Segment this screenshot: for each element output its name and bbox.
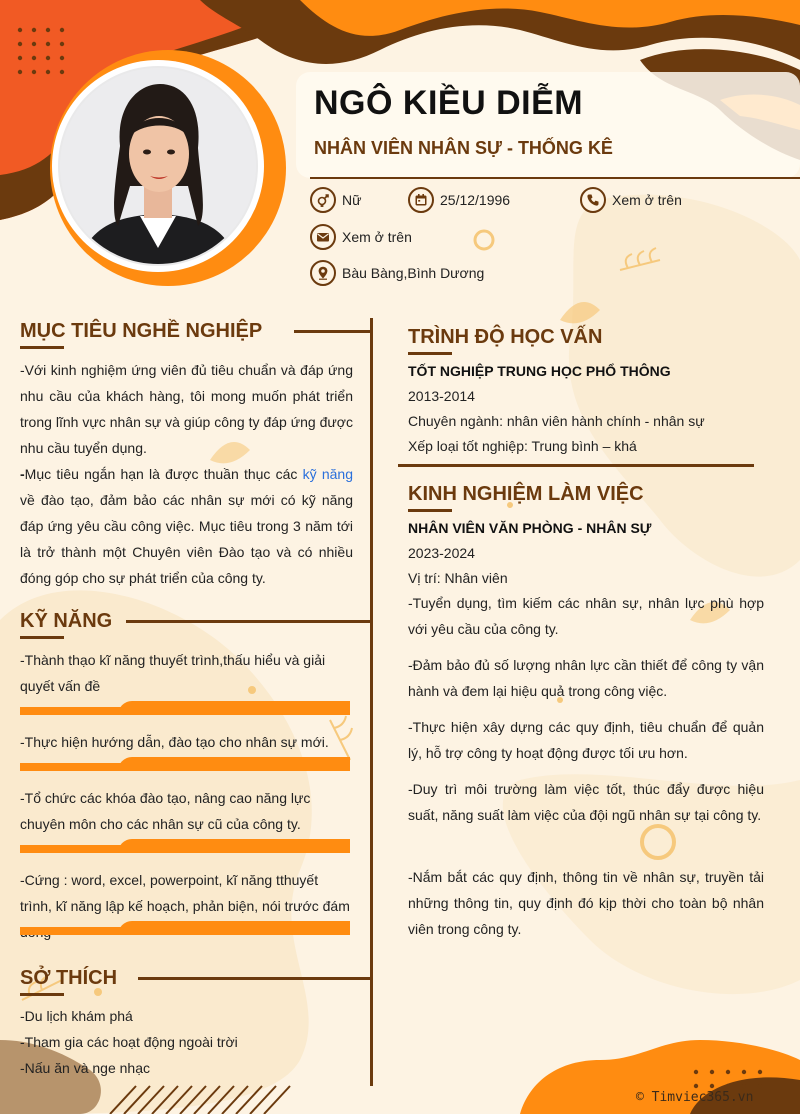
- dob-info: [408, 187, 510, 213]
- objective-dash: -: [20, 466, 25, 482]
- calendar-icon: [408, 187, 434, 213]
- experience-duty: -Thực hiện xây dựng các quy định, tiêu chuẩn để quản lý, hỗ trợ công ty hoạt động được tối ưu hơn.: [408, 719, 764, 761]
- envelope-icon: [310, 224, 336, 250]
- heading-underline: [20, 346, 64, 349]
- profile-photo: [58, 66, 258, 266]
- job-title: NHÂN VIÊN NHÂN SỰ - THỐNG KÊ: [314, 138, 613, 158]
- location-pin-icon: [310, 260, 336, 286]
- header-divider: [310, 177, 800, 179]
- skills-heading: [20, 610, 112, 633]
- objective-heading: [20, 320, 262, 343]
- column-divider: [370, 318, 373, 1086]
- skills-link[interactable]: kỹ năng: [302, 466, 353, 482]
- hobby-item: -Nấu ăn và nge nhạc: [20, 1060, 150, 1076]
- dob-value: 25/12/1996: [440, 192, 511, 208]
- experience-role: NHÂN VIÊN VĂN PHÒNG - NHÂN SỰ: [408, 520, 652, 536]
- objective-text-a: Mục tiêu ngắn hạn là được thuần thục các: [24, 466, 303, 482]
- hobbies-rule: [138, 977, 370, 980]
- skill-bar: [20, 701, 350, 715]
- experience-title: KINH NGHIỆM LÀM VIỆC: [408, 483, 644, 505]
- gender-icon: [310, 187, 336, 213]
- skills-title: KỸ NĂNG: [20, 610, 113, 632]
- skill-bar: [20, 921, 350, 935]
- objective-text-b: về đào tạo, đảm bảo các nhân sự mới có kỹ năng đáp ứng yêu cầu công việc. Mục tiêu trong 3 năm tới là trở thành một Chuyên viên Đào tạo và có nhiều đóng góp cho sự phát triển của công ty.: [20, 492, 353, 586]
- phone-value: Xem ở trên: [612, 192, 682, 208]
- experience-years: 2023-2024: [408, 545, 475, 561]
- heading-underline: [408, 352, 452, 355]
- candidate-name: NGÔ KIỀU DIỄM: [314, 84, 584, 122]
- experience-heading: [408, 483, 644, 506]
- hobby-item: -Du lịch khám phá: [20, 1008, 133, 1024]
- hobbies-heading: [20, 967, 117, 990]
- education-major: Chuyên ngành: nhân viên hành chính - nhân sự: [408, 413, 705, 429]
- education-years: 2013-2014: [408, 388, 475, 404]
- hobby-item: -Tham gia các hoạt động ngoài trời: [20, 1034, 238, 1050]
- watermark: © Timviec365.vn: [636, 1090, 754, 1105]
- skill-item: -Thực hiện hướng dẫn, đào tạo cho nhân sự mới.: [20, 734, 329, 750]
- objective-rule: [294, 330, 370, 333]
- skill-bar: [20, 757, 350, 771]
- education-title: TRÌNH ĐỘ HỌC VẤN: [408, 326, 603, 348]
- experience-position: Vị trí: Nhân viên: [408, 570, 508, 586]
- skill-item: -Thành thạo kĩ năng thuyết trình,thấu hiểu và giải quyết vấn đề: [20, 652, 326, 694]
- education-degree: TỐT NGHIỆP TRUNG HỌC PHỔ THÔNG: [408, 363, 671, 379]
- skill-bar: [20, 839, 350, 853]
- objective-title: MỤC TIÊU NGHỀ NGHIỆP: [20, 320, 263, 342]
- skill-item: -Cứng : word, excel, powerpoint, kĩ năng tthuyết trình, kĩ năng lập kế hoạch, phản biện, nói trước đám: [20, 872, 350, 914]
- email-info: [310, 224, 412, 250]
- experience-duty: -Đảm bảo đủ số lượng nhân lực cần thiết để công ty vận hành và đem lại hiệu quả trong công việc.: [408, 657, 764, 699]
- heading-underline: [408, 509, 452, 512]
- education-heading: [408, 326, 602, 349]
- experience-duty: -Nắm bắt các quy định, thông tin về nhân sự, truyền tải những thông tin, quy định đó kịp thời cho toàn bộ nhân viên trong công ty.: [408, 869, 764, 937]
- experience-duty: -Tuyển dụng, tìm kiếm các nhân sự, nhân lực phù hợp với yêu cầu của công ty.: [408, 595, 764, 637]
- gender-info: [310, 187, 361, 213]
- experience-duty: -Duy trì môi trường làm việc tốt, thúc đẩy được hiệu suất, năng suất làm việc của đội ngũ nhân sự tại công ty.: [408, 781, 764, 823]
- gender-value: Nữ: [342, 192, 362, 208]
- phone-info: [580, 187, 682, 213]
- skills-rule: [126, 620, 370, 623]
- phone-icon: [580, 187, 606, 213]
- objective-paragraph-2: [20, 461, 353, 591]
- hobbies-title: SỞ THÍCH: [20, 967, 118, 989]
- address-value: Bàu Bàng,Bình Dương: [342, 265, 485, 281]
- heading-underline: [20, 636, 64, 639]
- skill-item: -Tổ chức các khóa đào tạo, nâng cao năng lực chuyên môn cho các nhân sự cũ của công ty.: [20, 790, 311, 832]
- objective-paragraph-1: -Với kinh nghiệm ứng viên đủ tiêu chuẩn và đáp ứng nhu cầu của khách hàng, tôi mong muốn phát triển trong lĩnh vực nhân sự và giúp công ty đáp ứng được nhu cầu tuyển dụng.: [20, 362, 353, 456]
- education-grade: Xếp loại tốt nghiệp: Trung bình – khá: [408, 438, 637, 454]
- email-value: Xem ở trên: [342, 229, 412, 245]
- education-rule: [398, 464, 754, 467]
- heading-underline: [20, 993, 64, 996]
- address-info: [310, 260, 484, 286]
